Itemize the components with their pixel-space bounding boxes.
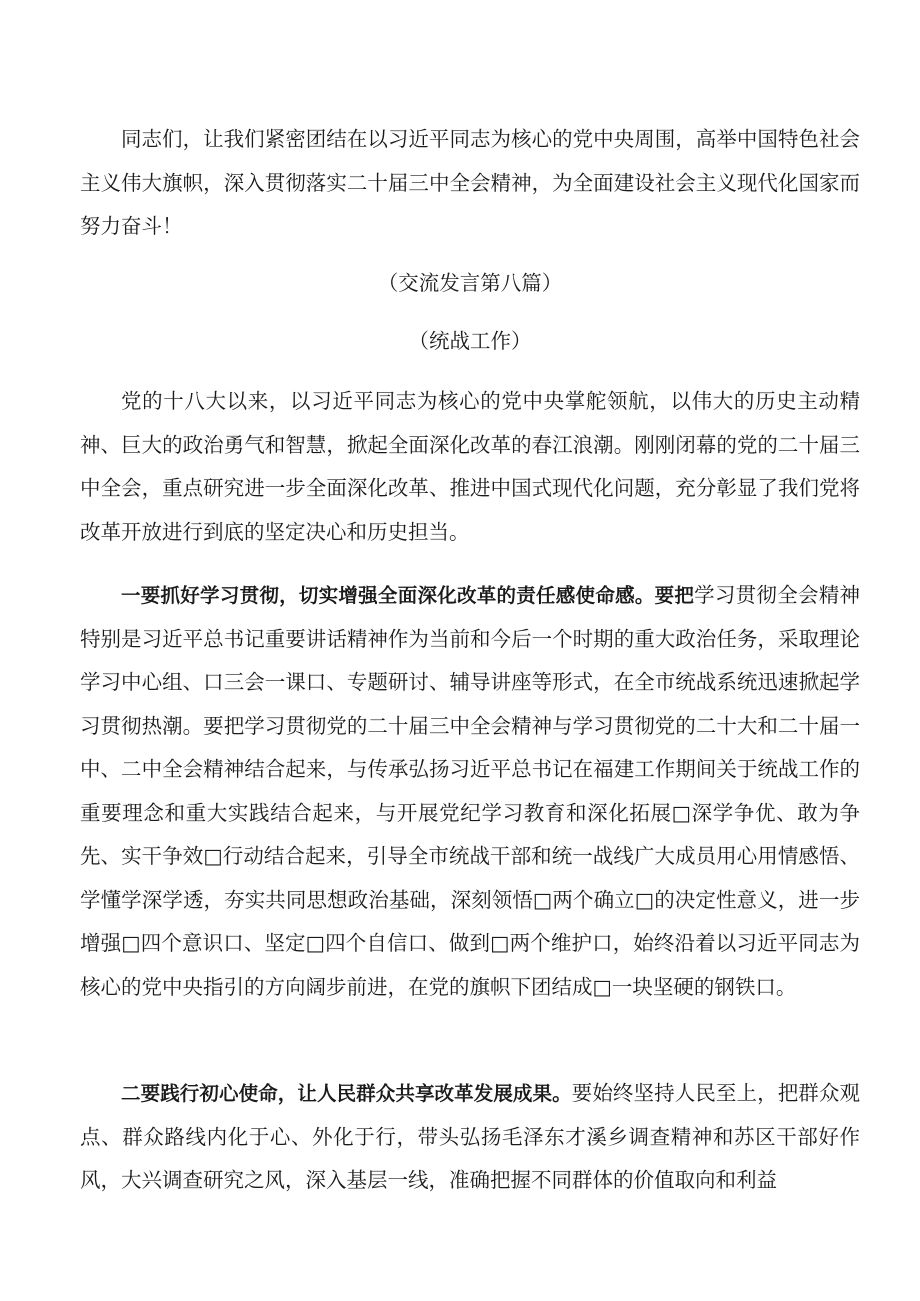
section-subheading: （统战工作）	[408, 329, 532, 353]
intro-paragraph: 党的十八大以来，以习近平同志为核心的党中央掌舵领航，以伟大的历史主动精神、巨大的政治勇气和智慧，掀起全面深化改革的春江浪潮。刚刚闭幕的党的二十届三中全会，重点研究进一步全面深化改革、推进中国式现代化问题，充分彰显了我们党将改革开放进行到底的坚定决心和历史担当。	[80, 389, 860, 544]
section-one-paragraph	[80, 574, 860, 1009]
section-one-body: 学习贯彻全会精神特别是习近平总书记重要讲话精神作为当前和今后一个时期的重大政治任务，采取理论学习中心组、口三会一课口、专题研讨、辅导讲座等形式，在全市统战系统迅速掀起学习贯彻热潮。要把学习贯彻党的二十届三中全会精神与学习贯彻党的二十大和二十届一中、二中全会精神结合起来，与传承弘扬习近平总书记在福建工作期间关于统战工作的重要理念和重大实践结合起来，与开展党纪学习教育和深化拓展□深学争优、敢为争先、实干争效□行动结合起来，引导全市统战干部和统一战线广大成员用心用情感悟、学懂学深学透，夯实共同思想政治基础，深刻领悟□两个确立□的决定性意义，进一步增强□四个意识口、坚定□四个自信口、做到□两个维护口，始终沿着以习近平同志为核心的党中央指引的方向阔步前进，在党的旗帜下团结成□一块坚硬的钢铁口。	[80, 583, 860, 999]
section-two-paragraph	[80, 1072, 860, 1203]
section-one-lead: 一要抓好学习贯彻，切实增强全面深化改革的责任感使命感。要把	[121, 584, 695, 607]
section-two-body: 要始终坚持人民至上，把群众观点、群众路线内化于心、外化于行，带头弘扬毛泽东才溪乡调查精神和苏区干部好作风，大兴调查研究之风，深入基层一线，准确把握不同群体的价值取向和利益	[80, 1081, 860, 1192]
section-heading: （交流发言第八篇）	[377, 271, 563, 295]
section-two-lead: 二要践行初心使命，让人民群众共享改革发展成果。	[121, 1082, 572, 1105]
closing-paragraph: 同志们，让我们紧密团结在以习近平同志为核心的党中央周围，高举中国特色社会主义伟大旗帜，深入贯彻落实二十届三中全会精神，为全面建设社会主义现代化国家而努力奋斗！	[80, 127, 860, 238]
